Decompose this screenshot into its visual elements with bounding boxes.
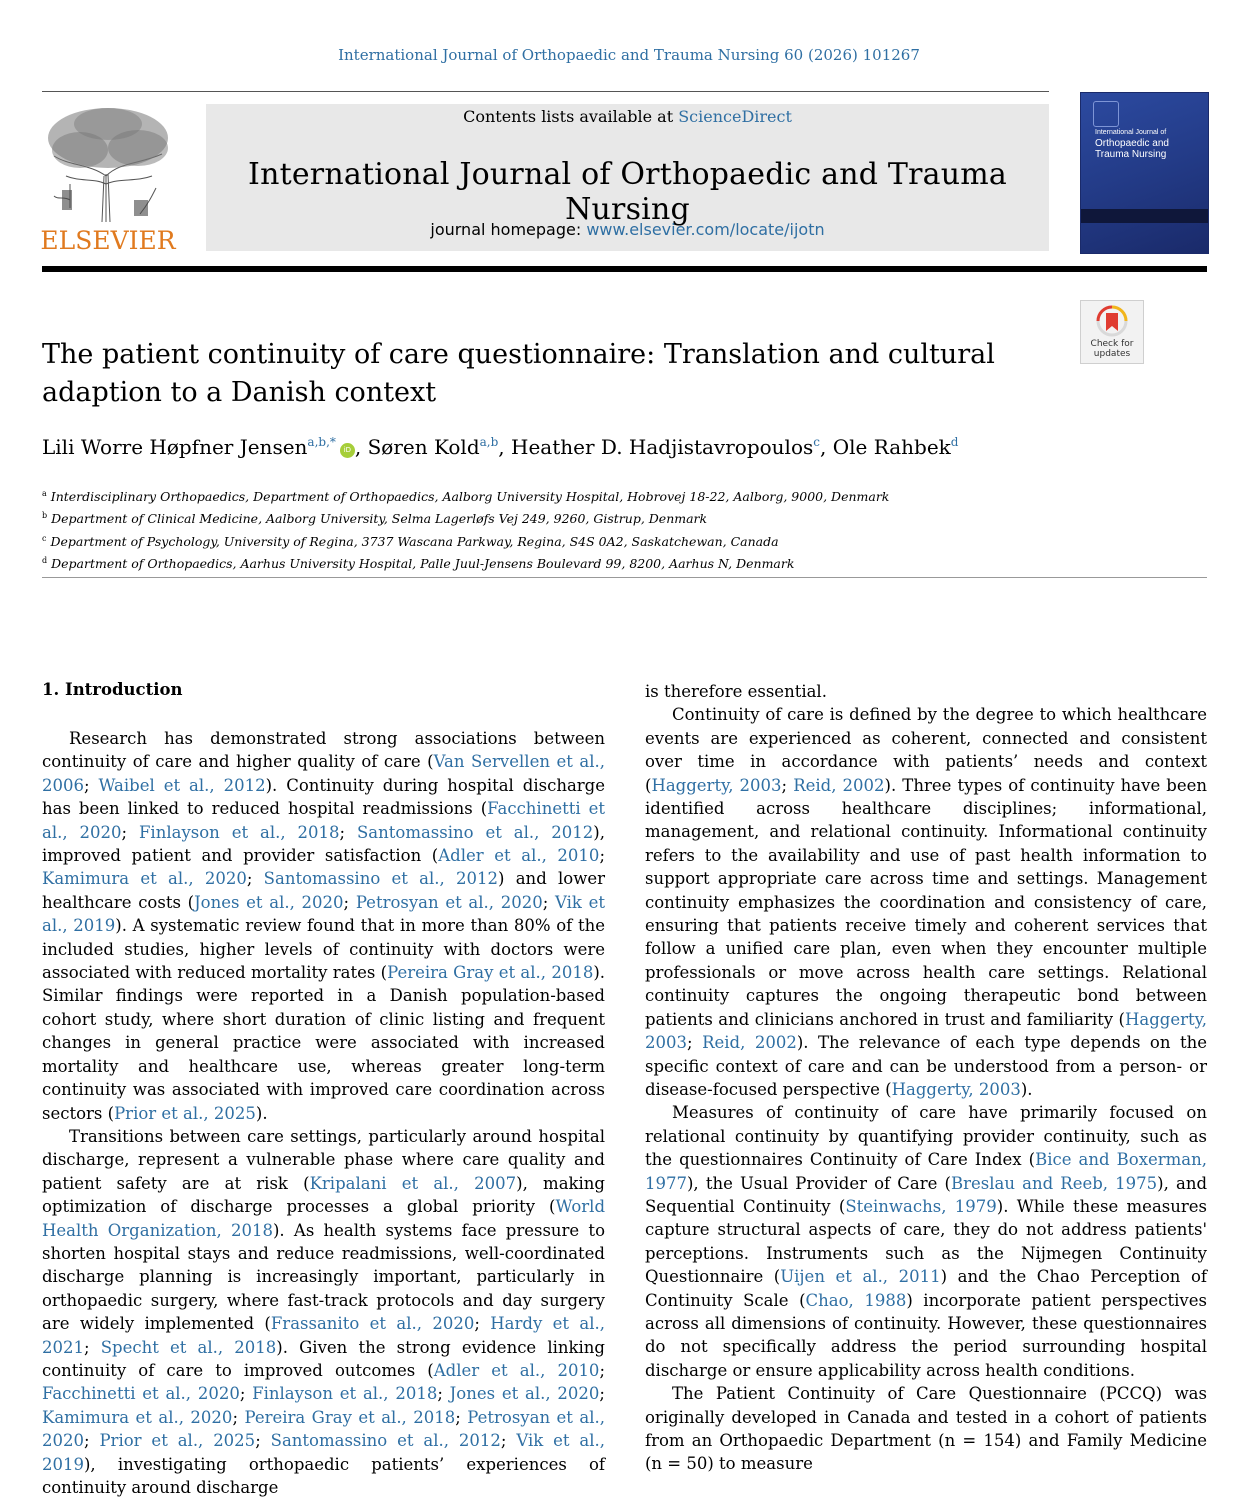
- bookmark-ribbon-icon: [1096, 305, 1128, 337]
- cover-title: [1095, 127, 1203, 160]
- body-paragraph: [42, 727, 605, 1125]
- body-text: ;: [437, 1384, 450, 1404]
- cover-title-line1: Orthopaedic and: [1095, 138, 1169, 149]
- body-text: ), the Usual Provider of Care (: [687, 1173, 951, 1193]
- citation-link[interactable]: Van Servellen et al., 2006: [42, 752, 605, 795]
- body-text: ;: [246, 869, 264, 889]
- body-paragraph: [645, 1382, 1207, 1476]
- author-name[interactable]: Søren Kold: [367, 435, 480, 459]
- affiliation-key: b: [42, 511, 48, 521]
- body-text: ). While these measures capture structural aspects of care, they do not address patients' perceptions. Instruments such as the Nijmegen Continuity Questionnaire (: [645, 1196, 1207, 1287]
- body-right-column: [645, 680, 1207, 1476]
- body-text: Transitions between care settings, particularly around hospital discharge, represent a vulnerable phase where care quality and patient safety are at risk (: [42, 1126, 605, 1193]
- body-text: ).: [1020, 1079, 1033, 1099]
- citation-link[interactable]: Kamimura et al., 2020: [42, 1407, 233, 1427]
- body-text: Research has demonstrated strong associations between continuity of care and higher quality of care (: [42, 729, 605, 772]
- body-text: ). A systematic review found that in more than 80% of the included studies, higher levels of continuity with doctors were associated with reduced mortality rates (: [42, 916, 605, 983]
- check-updates-line1: Check for: [1090, 339, 1134, 349]
- body-text: ) and lower healthcare costs (: [42, 869, 605, 912]
- body-text: ). As health systems face pressure to shorten hospital stays and reduce readmissions, well-coordinated discharge planning is increasingly important, particularly in orthopaedic surgery, where fast-track protocols and day surgery are widely implemented (: [42, 1220, 606, 1334]
- body-text: ;: [84, 1337, 101, 1357]
- header-divider: [42, 91, 1049, 92]
- body-text: ), improved patient and provider satisfaction (: [42, 822, 605, 866]
- journal-title: International Journal of Orthopaedic and Trauma Nursing: [248, 157, 1007, 227]
- citation-link[interactable]: Facchinetti et al., 2020: [42, 799, 605, 842]
- citation-link[interactable]: Specht et al., 2018: [100, 1337, 277, 1357]
- sciencedirect-link[interactable]: ScienceDirect: [678, 107, 792, 126]
- citation-link[interactable]: Vik et al., 2019: [42, 892, 605, 936]
- citation-link[interactable]: Finlayson et al., 2018: [252, 1384, 438, 1404]
- author-affil-mark[interactable]: a,b: [479, 435, 499, 449]
- body-text: ;: [84, 775, 99, 795]
- check-updates-line2: updates: [1093, 349, 1131, 359]
- citation-link[interactable]: Hardy et al., 2021: [42, 1314, 605, 1357]
- body-text: ). The relevance of each type depends on the specific context of care and can be understood from a person- or disease-focused perspective (: [645, 1033, 1207, 1099]
- body-text: ;: [687, 1033, 703, 1053]
- citation-link[interactable]: Adler et al., 2010: [433, 1360, 600, 1380]
- body-text: ;: [232, 1407, 245, 1427]
- body-text: Measures of continuity of care have primarily focused on relational continuity by quantifying provider continuity, such as the questionnaires Continuity of Care Index (: [645, 1103, 1207, 1170]
- citation-link[interactable]: World Health Organization, 2018: [42, 1197, 605, 1240]
- body-text: ), and Sequential Continuity (: [645, 1173, 1208, 1216]
- citation-link[interactable]: Vik et al., 2019: [42, 1431, 605, 1474]
- check-for-updates-button[interactable]: [1080, 300, 1144, 364]
- citation-link[interactable]: Waibel et al., 2012: [98, 775, 266, 795]
- author-name[interactable]: Ole Rahbek: [832, 435, 951, 459]
- contents-prefix: Contents lists available at: [463, 107, 679, 126]
- citation-link[interactable]: Bice and Boxerman, 1977: [645, 1150, 1208, 1193]
- body-paragraph: [645, 1101, 1207, 1382]
- citation-link[interactable]: Facchinetti et al., 2020: [42, 1384, 240, 1404]
- journal-cover-thumbnail[interactable]: [1080, 92, 1209, 254]
- body-text: ;: [239, 1384, 253, 1404]
- author-name[interactable]: Lili Worre Høpfner Jensen: [42, 435, 308, 459]
- citation-link[interactable]: Haggerty, 2003: [645, 1009, 1207, 1053]
- publisher-name[interactable]: ELSEVIER: [40, 226, 176, 255]
- citation-link[interactable]: Steinwachs, 1979: [845, 1196, 997, 1216]
- citation-link[interactable]: Breslau and Reeb, 1975: [950, 1173, 1158, 1193]
- affiliation-text: Department of Orthopaedics, Aarhus University Hospital, Palle Juul-Jensens Boulevard 99, 8200, Aarhus N, Denmark: [51, 555, 795, 571]
- affiliation-key: d: [42, 555, 48, 565]
- check-for-updates-label: [1081, 339, 1143, 359]
- orcid-icon[interactable]: iD: [340, 443, 355, 458]
- body-text: is therefore essential.: [645, 682, 827, 701]
- affiliation-text: Department of Psychology, University of Regina, 3737 Wascana Parkway, Regina, S4S 0A2, Saskatchewan, Canada: [50, 533, 779, 549]
- author-affil-mark[interactable]: a,b,*: [307, 435, 336, 449]
- article-title-line1: The patient continuity of care questionnaire: Translation and cultural: [42, 339, 995, 370]
- body-text: ;: [121, 822, 139, 842]
- citation-link[interactable]: Jones et al., 2020: [194, 892, 344, 912]
- affiliation-text: Interdisciplinary Orthopaedics, Department of Orthopaedics, Aalborg University Hospital, Hobrovej 18-22, Aalborg, 9000, Denmark: [50, 489, 890, 504]
- affiliation-item: [42, 529, 1192, 551]
- body-text: ;: [339, 822, 357, 842]
- body-text: ;: [474, 1314, 491, 1334]
- homepage-prefix: journal homepage:: [430, 220, 587, 239]
- citation-link[interactable]: Reid, 2002: [702, 1033, 797, 1053]
- homepage-line: [206, 220, 1049, 239]
- affiliation-item: [42, 551, 1192, 573]
- body-text: ;: [455, 1407, 468, 1427]
- cover-title-line2: Trauma Nursing: [1095, 149, 1167, 160]
- citation-link[interactable]: Finlayson et al., 2018: [138, 822, 340, 842]
- affiliation-text: Department of Clinical Medicine, Aalborg University, Selma Lagerløfs Vej 249, 9260, Gistrup, Denmark: [51, 511, 708, 527]
- section-heading-introduction: 1. Introduction: [42, 680, 183, 699]
- header-thick-rule: [42, 266, 1207, 272]
- body-text: ), making optimization of discharge processes a global priority (: [42, 1173, 605, 1217]
- body-text: ) incorporate patient perspectives across all dimensions of continuity. However, these questionnaires do not specifically address the period surrounding hospital discharge or ensure applicability across health conditions.: [645, 1290, 1207, 1380]
- citation-link[interactable]: Pereira Gray et al., 2018: [244, 1407, 456, 1427]
- citation-link[interactable]: Haggerty, 2003: [651, 775, 782, 795]
- citation-link[interactable]: Santomassino et al., 2012: [263, 869, 499, 889]
- affiliation-item: [42, 506, 1192, 528]
- citation-link[interactable]: Prior et al., 2025: [99, 1431, 256, 1451]
- author-name[interactable]: Heather D. Hadjistavropoulos: [511, 435, 814, 459]
- body-text: ), investigating orthopaedic patients’ experiences of continuity around discharge: [42, 1454, 605, 1497]
- citation-link[interactable]: Haggerty, 2003: [891, 1079, 1021, 1099]
- author-affil-mark[interactable]: d: [950, 435, 959, 449]
- citation-link[interactable]: Petrosyan et al., 2020: [355, 892, 543, 912]
- citation-link[interactable]: Kripalani et al., 2007: [309, 1173, 517, 1193]
- body-left-column: [42, 727, 605, 1499]
- citation-link[interactable]: Jones et al., 2020: [449, 1384, 600, 1404]
- body-text: ). Continuity during hospital discharge has been linked to reduced hospital readmissions (: [42, 775, 606, 819]
- cover-title-small: International Journal of: [1095, 129, 1167, 136]
- citation-link[interactable]: Adler et al., 2010: [438, 846, 600, 866]
- cover-logo-icon: [1093, 101, 1119, 127]
- body-text: ;: [599, 1384, 605, 1404]
- body-text: ;: [781, 775, 794, 795]
- citation-link[interactable]: Uijen et al., 2011: [780, 1267, 941, 1287]
- body-text: Continuity of care is defined by the degree to which healthcare events are experienced as coherent, connected and consistent over time in accordance with patients’ needs and context (: [645, 705, 1207, 795]
- body-text: ;: [599, 846, 605, 866]
- article-title-line2: adaption to a Danish context: [42, 377, 437, 408]
- body-text: ;: [500, 1431, 517, 1451]
- body-text: ). Three types of continuity have been identified across healthcare disciplines; informational, management, and relational continuity. Informational continuity refers to the availability and use of past health information to support appropriate care across time and settings. Management continuity emphasizes the coordination and consistency of care, ensuring that patients receive timely and coherent services that follow a unified care plan, even when they encounter multiple professionals or move across health care settings. Relational continuity captures the ongoing therapeutic bond between patients and clinicians anchored in trust and familiarity (: [645, 775, 1208, 1029]
- affiliation-key: c: [42, 533, 47, 543]
- author-list: Lili Worre Høpfner Jensen$^{a,b,*}$iD , Søren Kold$^{a,b}$, Heather D. Hadjistavropoulos$^c$, Ole Rahbek$^d$: [42, 435, 959, 459]
- citation-link[interactable]: Chao, 1988: [805, 1290, 907, 1310]
- citation-link[interactable]: Petrosyan et al., 2020: [42, 1407, 605, 1451]
- affiliation-key: a: [42, 489, 47, 498]
- cover-image-strip: [1081, 209, 1208, 223]
- homepage-link[interactable]: www.elsevier.com/locate/ijotn: [586, 220, 825, 239]
- body-text: ;: [84, 1431, 100, 1451]
- body-text: ;: [542, 892, 555, 912]
- body-text: ). Similar findings were reported in a Danish population-based cohort study, where short duration of clinic listing and frequent changes in general practice were associated with increased mortality and healthcare use, whereas greater long-term continuity was associated with improved care coordination across sectors (: [42, 963, 606, 1123]
- citation-link[interactable]: Prior et al., 2025: [114, 1103, 256, 1123]
- body-paragraph: [645, 703, 1207, 1101]
- body-text: ;: [343, 892, 356, 912]
- article-title: [42, 336, 1052, 412]
- body-text: ;: [599, 1360, 605, 1380]
- citation-link[interactable]: Pereira Gray et al., 2018: [387, 963, 594, 983]
- body-paragraph: [42, 1125, 605, 1499]
- author-affil-mark[interactable]: c: [813, 435, 820, 449]
- journal-citation[interactable]: International Journal of Orthopaedic and Trauma Nursing 60 (2026) 101267: [338, 46, 920, 64]
- affiliation-divider: [42, 577, 1207, 578]
- citation-link[interactable]: Santomassino et al., 2012: [356, 822, 594, 842]
- body-paragraph: [645, 680, 1207, 703]
- body-text: ). Given the strong evidence linking continuity of care to improved outcomes (: [42, 1337, 605, 1380]
- citation-link[interactable]: Santomassino et al., 2012: [270, 1431, 501, 1451]
- citation-link[interactable]: Reid, 2002: [793, 775, 885, 795]
- affiliation-list: [42, 484, 1192, 573]
- contents-line: [206, 107, 1049, 126]
- body-text: The Patient Continuity of Care Questionnaire (PCCQ) was originally developed in Canada and tested in a cohort of patients from an Orthopaedic Department (n = 154) and Family Medicine (n = 50) to measure: [645, 1384, 1207, 1474]
- body-text: ).: [255, 1103, 268, 1123]
- body-text: ) and the Chao Perception of Continuity Scale (: [645, 1267, 1207, 1310]
- citation-link[interactable]: Kamimura et al., 2020: [42, 869, 247, 889]
- body-text: ;: [255, 1431, 271, 1451]
- affiliation-item: [42, 484, 1192, 506]
- citation-link[interactable]: Frassanito et al., 2020: [270, 1314, 475, 1334]
